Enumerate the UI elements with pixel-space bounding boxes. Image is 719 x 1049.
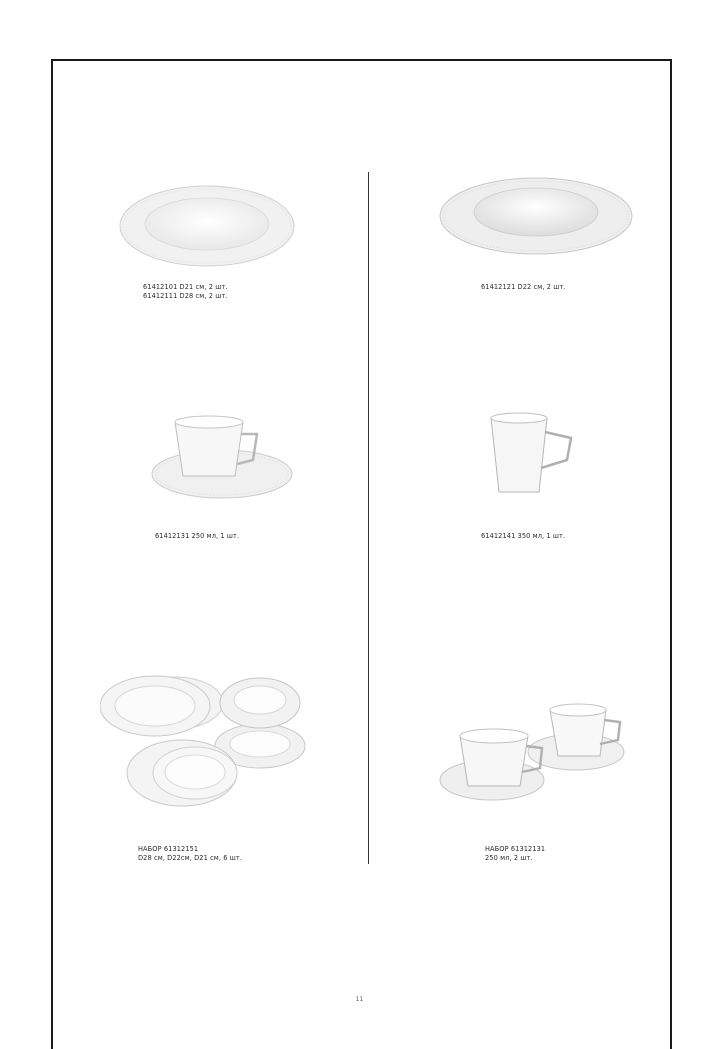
mug-image: [485, 408, 595, 498]
cup-set-image: [436, 690, 636, 820]
mug-caption: [481, 532, 565, 541]
cup-saucer-caption: [155, 532, 239, 541]
caption-line: 61412111 D28 см, 2 шт.: [143, 292, 228, 300]
caption-line: НАБОР 61312131: [485, 845, 546, 853]
caption-line: 61412101 D21 см, 2 шт.: [143, 283, 228, 291]
soup-plate-caption: [481, 283, 565, 292]
caption-line: 61412141 350 мл, 1 шт.: [481, 532, 566, 540]
caption-line: 250 мл, 2 шт.: [485, 854, 533, 862]
column-divider: [368, 172, 369, 864]
caption-line: D28 см, D22см, D21 см, 6 шт.: [138, 854, 243, 862]
cup-saucer-image: [147, 404, 297, 504]
cup-set-caption: [485, 845, 545, 863]
soup-plate-image: [438, 174, 634, 256]
page-number: 11: [355, 996, 364, 1003]
caption-line: 61412121 D22 см, 2 шт.: [481, 283, 566, 291]
caption-line: НАБОР 61312151: [138, 845, 199, 853]
plate-set-caption: [138, 845, 242, 863]
caption-line: 61412131 250 мл, 1 шт.: [155, 532, 240, 540]
dinner-plate-caption: [143, 283, 227, 301]
dinner-plate-image: [118, 176, 296, 268]
plate-set-image: [100, 668, 310, 818]
